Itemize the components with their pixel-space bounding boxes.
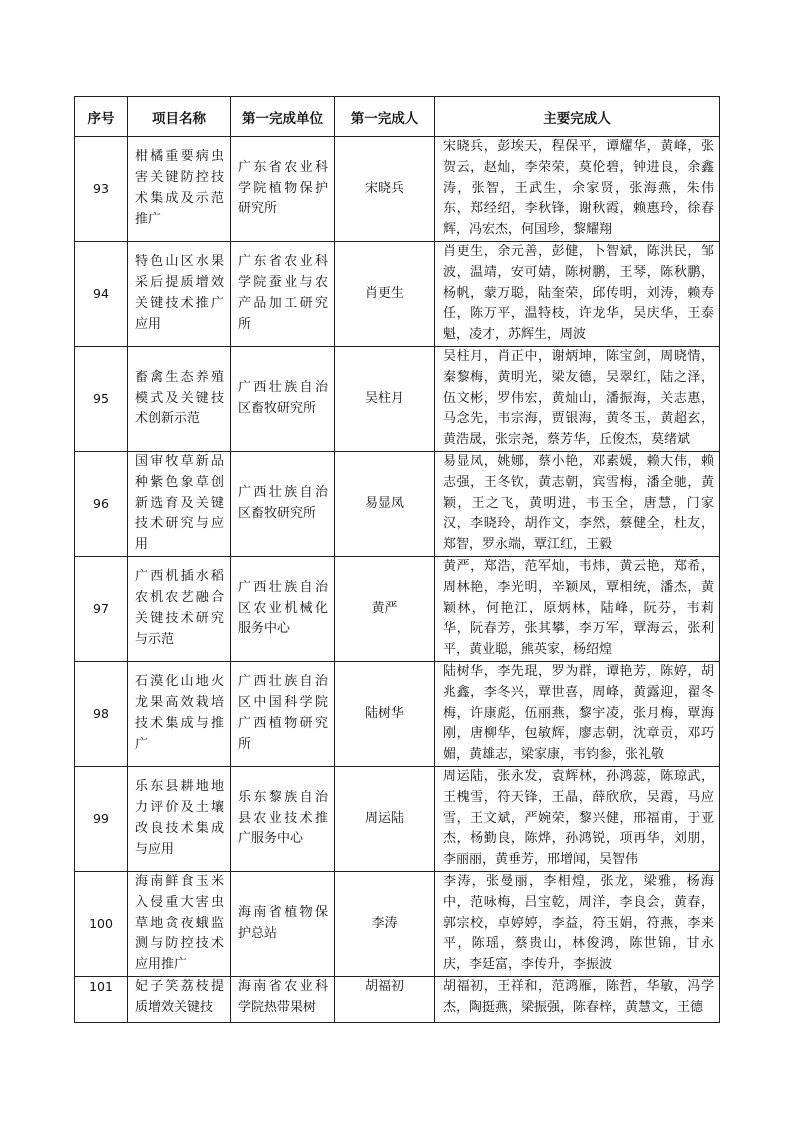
- main-members: 肖更生，余元善，彭健，卜智斌，陈洪民，邹波，温靖，安可婧，陈树鹏，王琴，陈秋鹏，杨帆，蒙万聪，陆奎荣，邱传明，刘涛，赖寿任，陈万平，温特枝，许龙华，吴庆华，王泰魁，凌才，苏辉生，周波: [435, 241, 720, 346]
- table-row: [75, 137, 720, 242]
- row-number: 95: [75, 346, 128, 451]
- first-person: 胡福初: [335, 976, 435, 1022]
- first-person: 陆树华: [335, 661, 435, 766]
- table-row: [75, 661, 720, 766]
- table-row: [75, 871, 720, 976]
- row-number: 100: [75, 871, 128, 976]
- main-members: 宋晓兵，彭埃天，程保平，谭耀华，黄峰，张贺云，赵灿，李荣荣，莫伦碧，钟进良，余鑫涛，张智，王武生，余家贤，张海燕，朱伟东，郑经绍，李秋锋，谢秋霞，赖惠玲，徐春辉，冯宏杰，何国珍，黎耀翔: [435, 137, 720, 242]
- first-person: 肖更生: [335, 241, 435, 346]
- main-members: 陆树华，李先琨，罗为群，谭艳芳，陈婷，胡兆鑫，李冬兴，覃世喜，周峰，黄露迎，翟冬梅，许康彪，伍丽燕，黎宇凌，张月梅，覃海刚，唐柳华，包敏辉，廖志朝，沈章贡，邓巧媚，黄雄志，梁家康，韦钧参，张礼敬: [435, 661, 720, 766]
- first-person: 周运陆: [335, 766, 435, 871]
- header-no: 序号: [75, 97, 128, 137]
- project-name: 妃子笑荔枝提质增效关键技: [128, 976, 231, 1022]
- header-first-person: 第一完成人: [335, 97, 435, 137]
- row-number: 98: [75, 661, 128, 766]
- table-row: [75, 451, 720, 556]
- main-members: 周运陆，张永发，袁辉林，孙鸿蕊，陈琼武，王槐雪，符天锋，王晶，薛欣欣，吴霞，马应雪，王文斌，严婉荣，黎兴健，邢福甫，于亚杰，杨勤良，陈烨，孙鸿锐，项再华，刘朋，李丽丽，黄垂芳，邢增闻，吴智伟: [435, 766, 720, 871]
- project-name: 乐东县耕地地力评价及土壤改良技术集成与应用: [128, 766, 231, 871]
- header-main-members: 主要完成人: [435, 97, 720, 137]
- first-unit: 广西壮族自治区农业机械化服务中心: [231, 556, 335, 661]
- first-unit: 海南省植物保护总站: [231, 871, 335, 976]
- row-number: 94: [75, 241, 128, 346]
- first-unit: 广西壮族自治区畜牧研究所: [231, 451, 335, 556]
- first-person: 李涛: [335, 871, 435, 976]
- header-project-name: 项目名称: [128, 97, 231, 137]
- header-row: [75, 97, 720, 137]
- table-row: [75, 976, 720, 1022]
- main-members: 易显凤，姚娜，蔡小艳，邓素媛，赖大伟，赖志强，王冬钦，黄志朝，宾雪梅，潘全驰，黄颖，王之飞，黄明进，韦玉全，唐慧，门家汉，李晓玲，胡作文，李然，蔡健全，杜友，郑智，罗永端，覃江红，王毅: [435, 451, 720, 556]
- table-row: [75, 346, 720, 451]
- first-unit: 广东省农业科学院蚕业与农产品加工研究所: [231, 241, 335, 346]
- awards-table: [74, 96, 720, 1023]
- first-unit: 广西壮族自治区畜牧研究所: [231, 346, 335, 451]
- first-unit: 海南省农业科学院热带果树: [231, 976, 335, 1022]
- table-row: [75, 241, 720, 346]
- first-person: 吴柱月: [335, 346, 435, 451]
- first-unit: 乐东黎族自治县农业技术推广服务中心: [231, 766, 335, 871]
- main-members: 吴柱月，肖正中，谢炳坤，陈宝剑，周晓情，秦黎梅，黄明光，梁友德，吴翠红，陆之泽，伍文彬，罗伟宏，黄灿山，潘振海，关志惠，马念先，韦宗海，贾银海，黄冬玉，黄超玄，黄浩晟，张宗尧，蔡芳华，丘俊杰，莫绪斌: [435, 346, 720, 451]
- project-name: 石漠化山地火龙果高效栽培技术集成与推广: [128, 661, 231, 766]
- row-number: 97: [75, 556, 128, 661]
- row-number: 101: [75, 976, 128, 1022]
- main-members: 李涛，张曼丽，李相煌，张龙，梁雅，杨海中，范咏梅，吕宝乾，周洋，李良会，黄春，郭宗校，卓婷婷，李益，符玉娟，符燕，李来平，陈瑶，蔡贵山，林俊鸿，陈世锦，甘永庆，李廷富，李传升，李振波: [435, 871, 720, 976]
- first-person: 易显凤: [335, 451, 435, 556]
- row-number: 99: [75, 766, 128, 871]
- project-name: 海南鲜食玉米入侵重大害虫草地贪夜蛾监测与防控技术应用推广: [128, 871, 231, 976]
- table-row: [75, 556, 720, 661]
- first-person: 黄严: [335, 556, 435, 661]
- project-name: 畜禽生态养殖模式及关键技术创新示范: [128, 346, 231, 451]
- project-name: 特色山区水果采后提质增效关键技术推广应用: [128, 241, 231, 346]
- main-members: 胡福初，王祥和，范鸿雁，陈哲，华敏，冯学杰，陶挺燕，梁振强，陈春梓，黄慧文，王德: [435, 976, 720, 1022]
- header-first-unit: 第一完成单位: [231, 97, 335, 137]
- first-unit: 广西壮族自治区中国科学院广西植物研究所: [231, 661, 335, 766]
- first-person: 宋晓兵: [335, 137, 435, 242]
- main-members: 黄严，郑浩，范军灿，韦炜，黄云艳，郑希，周林艳，李光明，辛颖凤，覃相统，潘杰，黄颖林，何艳江，原炳林，陆峰，阮芬，韦莉华，阮春芳，张其攀，李万军，覃海云，张利平，黄业聪，熊英家，杨绍煌: [435, 556, 720, 661]
- project-name: 广西机插水稻农机农艺融合关键技术研究与示范: [128, 556, 231, 661]
- project-name: 柑橘重要病虫害关键防控技术集成及示范推广: [128, 137, 231, 242]
- project-name: 国审牧草新品种紫色象草创新选育及关键技术研究与应用: [128, 451, 231, 556]
- row-number: 96: [75, 451, 128, 556]
- first-unit: 广东省农业科学院植物保护研究所: [231, 137, 335, 242]
- row-number: 93: [75, 137, 128, 242]
- table-row: [75, 766, 720, 871]
